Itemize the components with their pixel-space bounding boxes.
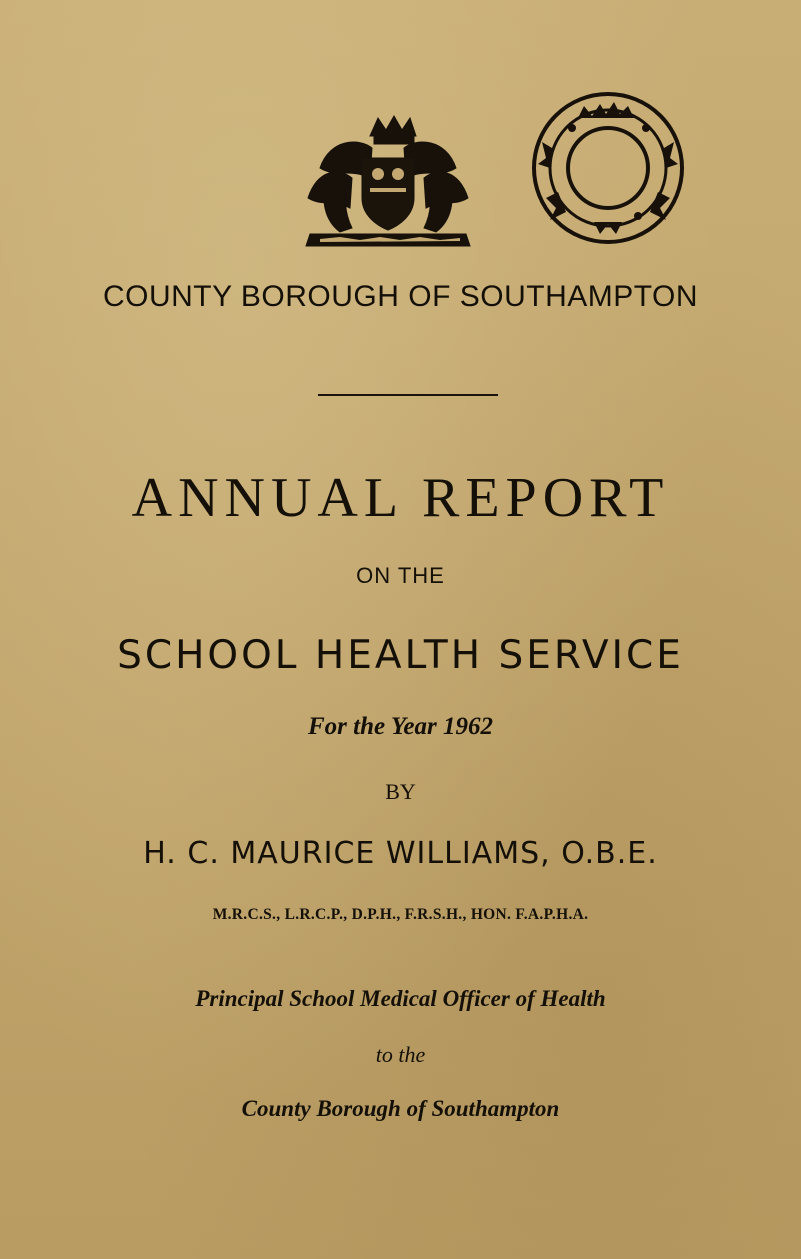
role-connector: to the: [375, 1042, 426, 1067]
author-qualifications: M.R.C.S., L.R.C.P., D.P.H., F.R.S.H., HON. F.A.P.H.A.: [212, 906, 589, 923]
by-label: BY: [385, 779, 416, 804]
report-year: For the Year 1962: [308, 713, 493, 740]
author-name: H. C. MAURICE WILLIAMS, O.B.E.: [143, 836, 658, 871]
borough-heading: COUNTY BOROUGH OF SOUTHAMPTON: [102, 280, 699, 313]
authority-name: County Borough of Southampton: [241, 1096, 560, 1121]
divider: [318, 394, 498, 396]
author-role: Principal School Medical Officer of Health: [195, 986, 606, 1011]
report-title: ANNUAL REPORT: [131, 467, 670, 529]
title-connector: ON THE: [356, 563, 445, 588]
emblems: [0, 88, 801, 258]
report-subject: SCHOOL HEALTH SERVICE: [117, 633, 684, 678]
city-seal-icon: [528, 88, 688, 248]
coat-of-arms-icon: [300, 108, 476, 248]
